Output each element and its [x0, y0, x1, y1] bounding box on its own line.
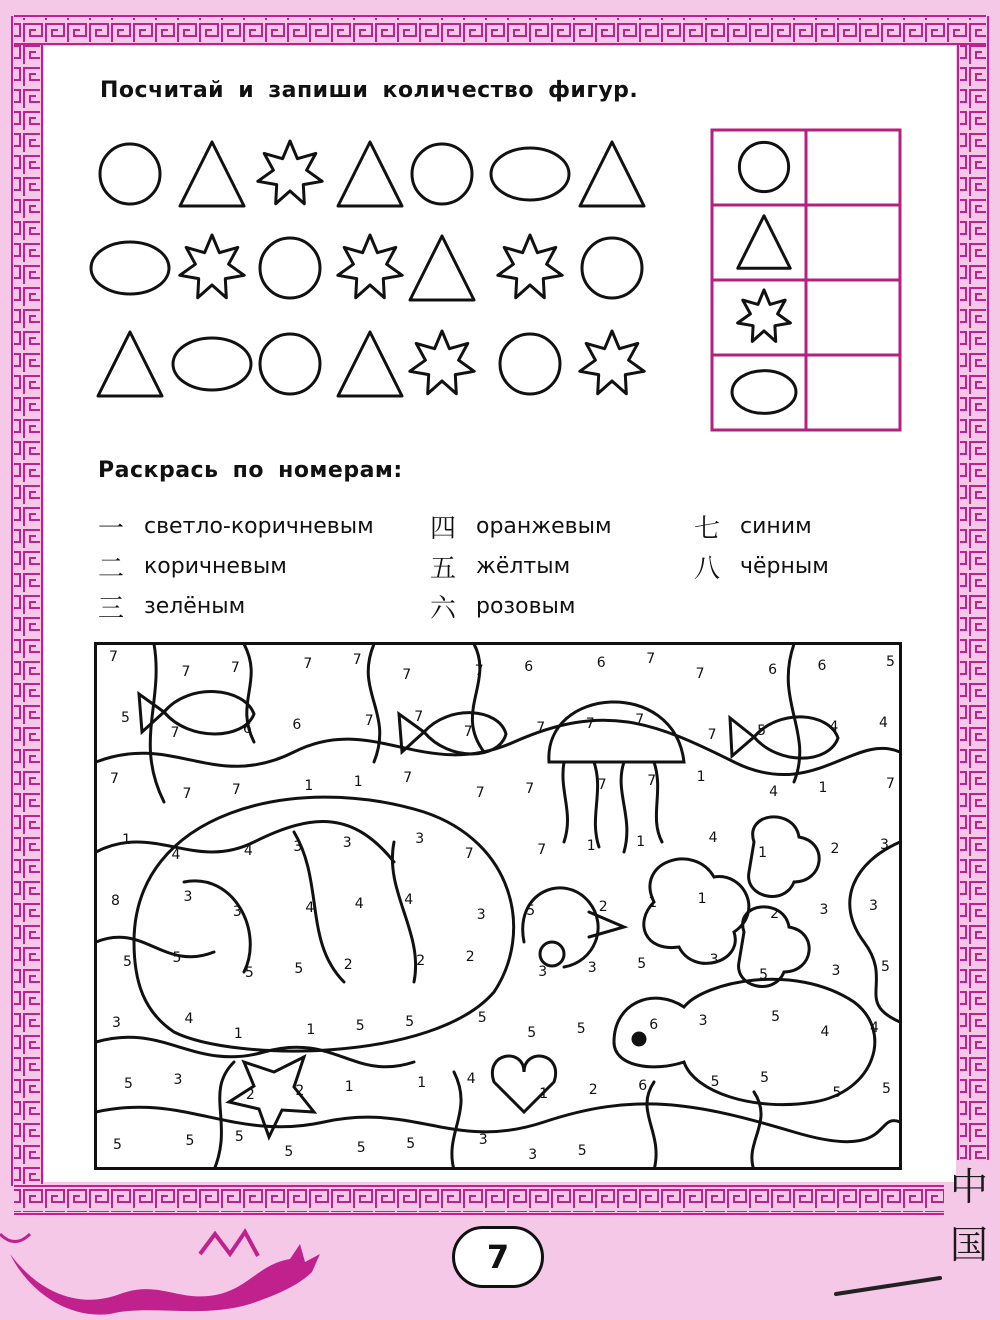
region-number: 7: [536, 720, 546, 736]
ellipse-shape: [91, 242, 169, 294]
region-number: 2: [295, 1083, 305, 1099]
legend-glyph: 三: [98, 594, 125, 624]
region-number: 3: [173, 1072, 183, 1088]
legend-item-2: [98, 548, 287, 585]
region-number: 5: [757, 723, 767, 739]
region-number: 1: [344, 1079, 354, 1095]
region-number: 6: [596, 655, 606, 671]
region-number: 7: [463, 724, 473, 740]
star-shape: [410, 331, 474, 394]
region-number: 3: [819, 902, 829, 918]
circle-shape: [582, 238, 642, 298]
region-number: 2: [598, 899, 608, 915]
legend-glyph: 五: [430, 554, 457, 584]
region-number: 7: [109, 649, 118, 665]
region-number: 4: [466, 1071, 476, 1087]
region-number: 5: [121, 710, 130, 726]
legend-label: светло-коричневым: [144, 514, 374, 539]
region-number: 2: [830, 841, 840, 857]
region-number: 4: [820, 1024, 830, 1040]
region-number: 4: [171, 847, 181, 863]
region-number: 6: [817, 658, 827, 674]
region-number: 7: [707, 727, 717, 743]
region-number: 3: [831, 963, 841, 979]
legend-label: синим: [740, 514, 812, 539]
circle-shape: [500, 334, 560, 394]
circle-shape: [260, 238, 320, 298]
region-number: 1: [353, 774, 363, 790]
task2-title: Раскрась по номерам:: [98, 458, 403, 483]
color-by-number-picture[interactable]: [94, 642, 902, 1170]
region-number: 3: [698, 1013, 708, 1029]
region-number: 6: [524, 659, 534, 675]
star-shape: [580, 331, 644, 394]
region-number: 5: [527, 1025, 537, 1041]
triangle-shape: [338, 142, 402, 206]
star-shape: [180, 235, 244, 298]
region-number: 7: [585, 716, 595, 732]
region-number: 5: [477, 1010, 487, 1026]
region-number: 5: [356, 1140, 366, 1156]
region-number: 3: [342, 835, 352, 851]
region-number: 4: [243, 843, 253, 859]
region-number: 7: [474, 663, 484, 679]
region-number: 5: [886, 654, 895, 670]
region-number: 4: [870, 1020, 879, 1036]
answer-cell-star[interactable]: [808, 283, 898, 353]
region-number: 4: [354, 896, 364, 912]
region-number: 1: [539, 1086, 549, 1102]
region-number: 1: [648, 895, 658, 911]
legend-glyph: 七: [694, 514, 721, 544]
region-number: 2: [245, 1087, 255, 1103]
region-number: 3: [293, 839, 303, 855]
region-number: 6: [292, 717, 302, 733]
region-number: 7: [464, 846, 474, 862]
legend-item-3: [98, 588, 245, 625]
region-number: 5: [526, 903, 536, 919]
circle-shape: [739, 142, 788, 191]
region-number: 1: [233, 1026, 243, 1042]
ellipse-shape: [732, 371, 796, 414]
star-shape: [498, 235, 562, 298]
legend-item-8: [694, 548, 829, 585]
answer-cell-circle[interactable]: [808, 133, 898, 203]
region-number: 7: [475, 785, 485, 801]
region-number: 3: [880, 837, 889, 853]
region-number: 6: [638, 1078, 648, 1094]
triangle-shape: [738, 216, 790, 268]
triangle-shape: [98, 332, 162, 396]
region-number: 7: [231, 782, 241, 798]
task1-title: Посчитай и запиши количество фигур.: [100, 78, 639, 103]
region-number: 1: [122, 832, 131, 848]
legend-item-4: [430, 508, 612, 545]
legend-glyph: 八: [694, 554, 721, 584]
region-number: 4: [184, 1011, 194, 1027]
region-number: 1: [818, 780, 828, 796]
region-number: 5: [760, 1070, 770, 1086]
region-number: 1: [758, 845, 768, 861]
region-number: 7: [170, 725, 180, 741]
legend-label: жёлтым: [476, 554, 571, 579]
region-number: 4: [708, 830, 718, 846]
region-number: 3: [528, 1147, 538, 1163]
region-number: 5: [406, 1136, 416, 1152]
region-number: 5: [113, 1137, 122, 1153]
region-number: 3: [869, 898, 878, 914]
circle-shape: [260, 334, 320, 394]
region-number: 5: [637, 956, 647, 972]
legend-glyph: 四: [430, 514, 457, 544]
legend-label: оранжевым: [476, 514, 612, 539]
region-number: 5: [405, 1014, 415, 1030]
legend-item-7: [694, 508, 812, 545]
region-number: 4: [769, 784, 779, 800]
region-number: 7: [537, 842, 547, 858]
legend-glyph: 二: [98, 554, 125, 584]
region-number: 6: [649, 1017, 659, 1033]
region-number: 3: [232, 904, 242, 920]
region-number: 5: [355, 1018, 365, 1034]
legend-label: коричневым: [144, 554, 287, 579]
region-number: 7: [230, 660, 240, 676]
region-number: 5: [882, 1081, 891, 1097]
answer-cell-triangle[interactable]: [808, 208, 898, 278]
ellipse-shape: [491, 148, 569, 200]
region-number: 5: [881, 959, 890, 975]
region-number: 7: [364, 713, 374, 729]
region-number: 7: [597, 777, 607, 793]
legend-label: чёрным: [740, 554, 829, 579]
region-number: 4: [305, 900, 315, 916]
region-number: 2: [416, 953, 426, 969]
region-number: 4: [829, 719, 839, 735]
legend-label: розовым: [476, 594, 576, 619]
legend-glyph: 一: [98, 514, 125, 544]
region-number: 5: [577, 1143, 587, 1159]
region-number: 1: [304, 778, 314, 794]
dragon-illustration: [0, 1214, 1000, 1320]
region-number: 7: [525, 781, 535, 797]
region-number: 7: [181, 664, 191, 680]
region-number: 5: [234, 1129, 244, 1145]
region-number: 7: [646, 651, 656, 667]
ellipse-shape: [173, 338, 251, 390]
region-number: 3: [112, 1015, 121, 1031]
region-number: 5: [123, 954, 132, 970]
region-number: 7: [110, 771, 119, 787]
region-number: 2: [770, 906, 780, 922]
triangle-shape: [180, 142, 244, 206]
region-number: 1: [696, 769, 706, 785]
decor-glyph-zhong: 中: [950, 1165, 989, 1209]
region-number: 5: [185, 1133, 195, 1149]
region-number: 2: [588, 1082, 598, 1098]
legend-item-1: [98, 508, 374, 545]
region-number: 5: [576, 1021, 586, 1037]
legend-glyph: 六: [430, 594, 457, 624]
region-number: 1: [306, 1022, 316, 1038]
star-shape: [258, 141, 322, 204]
region-number: 5: [294, 961, 304, 977]
region-number: 1: [417, 1075, 427, 1091]
circle-shape: [100, 144, 160, 204]
triangle-shape: [580, 142, 644, 206]
region-number: 7: [635, 712, 645, 728]
decor-glyph-guo: 国: [950, 1223, 989, 1267]
region-number: 6: [242, 721, 252, 737]
circle-shape: [412, 144, 472, 204]
region-number: 2: [343, 957, 353, 973]
region-number: 8: [111, 893, 120, 909]
region-number: 5: [284, 1144, 294, 1160]
star-shape: [338, 235, 402, 298]
region-number: 3: [415, 831, 425, 847]
region-number: 1: [636, 834, 646, 850]
region-number: 1: [697, 891, 707, 907]
region-number: 7: [647, 773, 657, 789]
region-number: 3: [183, 889, 193, 905]
region-number: 4: [404, 892, 414, 908]
region-number: 3: [538, 964, 548, 980]
region-number: 6: [768, 662, 778, 678]
region-number: 5: [771, 1009, 781, 1025]
page-number: 7: [452, 1226, 544, 1288]
triangle-shape: [410, 236, 474, 300]
triangle-shape: [338, 332, 402, 396]
region-number: 3: [587, 960, 597, 976]
legend-item-6: [430, 588, 576, 625]
region-number: 7: [695, 666, 705, 682]
region-number: 5: [172, 950, 182, 966]
star-shape: [738, 290, 791, 342]
region-number: 5: [710, 1074, 720, 1090]
region-number: 5: [244, 965, 254, 981]
region-number: 7: [403, 770, 413, 786]
region-number: 3: [709, 952, 719, 968]
region-number: 5: [124, 1076, 133, 1092]
region-number: 3: [476, 907, 486, 923]
legend-label: зелёным: [144, 594, 246, 619]
legend-item-5: [430, 548, 570, 585]
answer-table: [712, 130, 900, 430]
region-number: 4: [879, 715, 888, 731]
region-number: 7: [182, 786, 192, 802]
region-number: 3: [478, 1132, 488, 1148]
answer-cell-ellipse[interactable]: [808, 358, 898, 428]
region-number: 5: [832, 1085, 842, 1101]
region-number: 5: [759, 967, 769, 983]
region-number: 1: [586, 838, 596, 854]
region-number: 7: [886, 776, 895, 792]
region-number: 7: [402, 667, 412, 683]
region-number: 7: [352, 652, 362, 668]
region-number: 7: [303, 656, 313, 672]
region-number: 7: [414, 709, 424, 725]
region-number: 2: [465, 949, 475, 965]
